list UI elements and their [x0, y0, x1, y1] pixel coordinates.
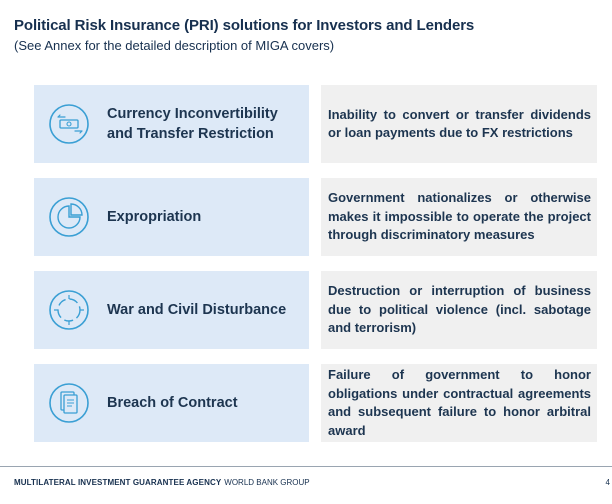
risk-description-expropriation: Government nationalizes or otherwise makes it impossible to operate the project through discriminatory measures: [328, 190, 591, 243]
risk-card-war: [34, 271, 309, 349]
page-number: 4: [605, 478, 610, 487]
risk-label-war: War and Civil Disturbance: [107, 302, 287, 318]
risk-desc-card-breach: [321, 364, 597, 442]
page-subtitle: (See Annex for the detailed description of MIGA covers): [14, 38, 335, 53]
risk-desc-card-currency: [321, 85, 597, 163]
risk-label-currency: Currency Inconvertibility and Transfer Restriction: [107, 106, 278, 142]
broken-circle-icon: [48, 289, 90, 331]
footer: [14, 478, 310, 487]
risk-description-currency: Inability to convert or transfer dividends or loan payments due to FX restrictions: [328, 106, 591, 140]
risk-card-currency: [34, 85, 309, 163]
risk-label-breach: Breach of Contract: [107, 395, 238, 411]
footer-organization: MULTILATERAL INVESTMENT GUARANTEE AGENCY: [14, 478, 222, 487]
risk-desc-card-expropriation: [321, 178, 597, 256]
risk-description-war: Destruction or interruption of business due to political violence (incl. sabotage and terrorism): [328, 283, 591, 336]
risk-card-breach: [34, 364, 309, 442]
risk-desc-card-war: [321, 271, 597, 349]
risk-card-expropriation: [34, 178, 309, 256]
currency-exchange-icon: [48, 103, 90, 145]
pie-chart-icon: [48, 196, 90, 238]
page-title: Political Risk Insurance (PRI) solutions for Investors and Lenders: [14, 17, 475, 34]
contract-document-icon: [48, 382, 90, 424]
footer-divider: [0, 466, 612, 467]
risk-description-breach: Failure of government to honor obligations under contractual agreements and subsequent failure to honor arbitral award: [328, 367, 591, 438]
risk-label-expropriation: Expropriation: [107, 209, 202, 225]
footer-group: WORLD BANK GROUP: [224, 478, 310, 487]
